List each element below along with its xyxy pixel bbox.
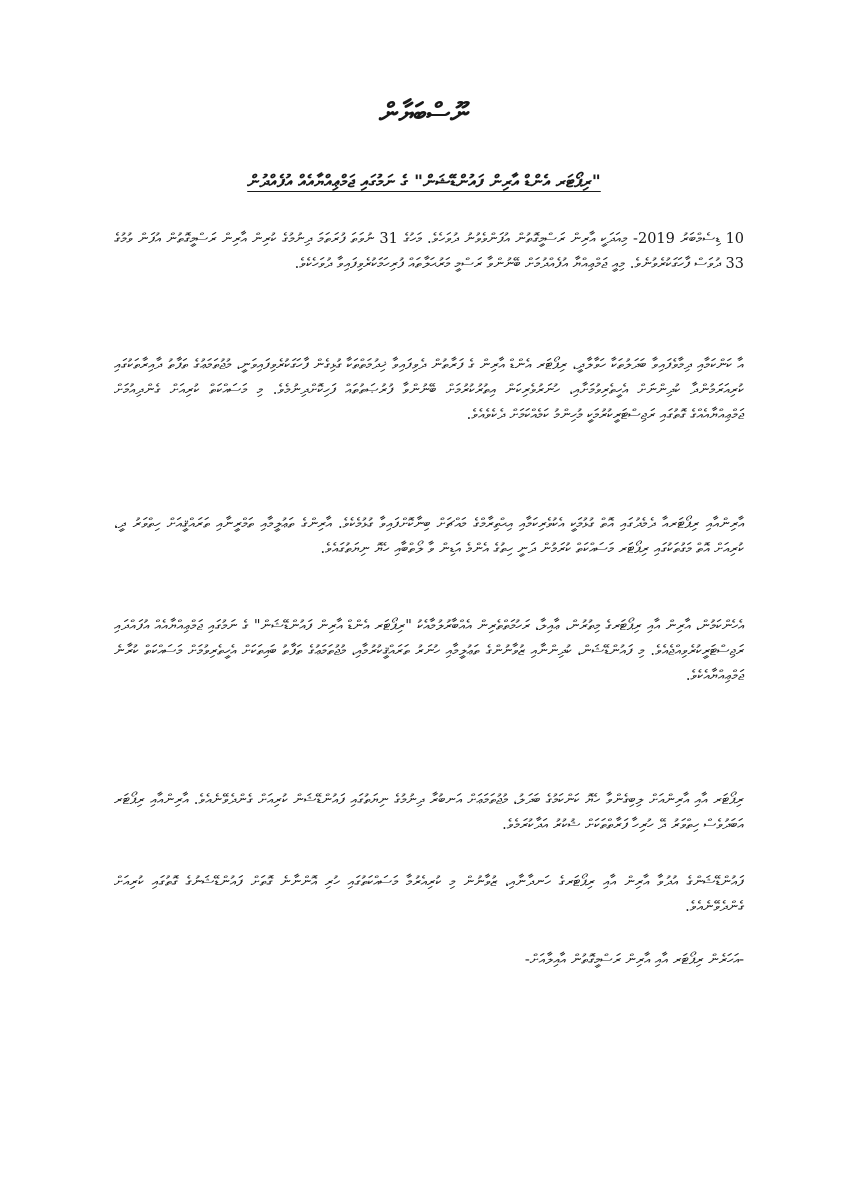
document-subtitle — [150, 170, 698, 194]
paragraph-5: ރިޕޯޓަރ އާއި އާރިންއަށް ލިބިގެންވާ ހެޔޮ ކަންކަމުގެ ބަދަލު، މުޖުތަމަޢަށް އަނބުރާ ދިނުމުގެ ނިޔަތުގައި ފައުންޑޭޝަން ކުރިއަށް ގެންދެވޭނެއެވެ. އާރިންއާއި ރިޕޯޓަރ އަބަދުވެސް ހިތްވަރު ދޭ ހުރިހާ ފަރާތްތަކަށް ޝުކުރު އަދާކުރަމެވެ. — [114, 791, 744, 833]
paragraph-1: 10 ޑިސެމްބަރު 2019- މިއަދަކީ އާރިން ރަސްމީގޮތުން އުފަންވެވުނު ދުވަހެވެ. މަހުގެ 31 ނުވަތަ ފުރަތަމަ ދިނުމުގެ ކުރިން އާރިން ރަސްމީގޮތުން އުފަން ވުމުގެ 33 ދުވަސް ފާހަގަކުރެވުނެވެ. މިއީ ޖަމްޢިއްޔާ އުފެއްދުމަށް ބޭނުންވާ ރަސްމީ މަރުޙަލާތައް ފުރިހަމަކުރެވިފައިވާ ދުވަހެކެވެ. — [114, 230, 745, 272]
page-title: ނޫސްބަޔާން — [379, 98, 469, 129]
paragraph-3: އާރިންއާއި ރިޕޯޓަރއާ ދެމެދުގައި އޮތް ގުޅުމަކީ އެކުވެރިކަމާއި އިޙްތިރާމްގެ މައްޗަށް ބިނާކޮށްފައިވާ ގުޅުމެކެވެ. އާރިންގެ ތަޢުލީމާއި ތަމްރީނާއި ތަރައްޤީއަށް ހިތްވަރު ދީ، ކުރިއަށް އޮތް މަގުތަކުގައި ރިޕޯޓަރ މަސައްކަތް ކުރަމުން ދަނީ ހިތުގެ އެންމެ އަޑިން ވާ ލޯތްބާއި ހެޔޮ ނިޔަތުގައެވެ. — [114, 515, 744, 557]
paragraph-4: އެހެންކަމުން، އާރިން އާއި ރިޕޯޓަރގެ މިތުރުން، ޢާއިލާ، ރަހުމަތްތެރިން އެއްބާރުލުމާއެކު "ރިޕޯޓަރ އެންޑް އާރިން ފައުންޑޭޝަން" ގެ ނަމުގައި ޖަމްޢިއްޔާއެއް އުފައްދައި ރަޖިސްޓަރީކުރެވިއްޖެއެވެ. މި ފައުންޑޭޝަން، ކުދިންނާއި ޒުވާނުންގެ ތަޢުލީމާއި ހުނަރު ތަރައްޤީކުރުމާއި، މުޖުތަމަޢުގެ ތަފާތު ބައިތަކަށް އެހީތެރިވުމަށް މަސައްކަތް ކުރާނެ ޖަމްޢިއްޔާއެކެވެ. — [114, 617, 744, 684]
subtitle-text: "ރިޕޯޓަރ އެންޑް އާރިން ފައުންޑޭޝަން" ގެ ނަމުގައި ޖަމްޢިއްޔާއެއް އުފެއްދުން — [247, 172, 601, 192]
closing-signature: -އަހަރެން ރިޕޯޓަރ އާއި އާރިން ރަސްމީގޮތުން އާއިލާއަށް- — [524, 951, 744, 968]
paragraph-2: އާ ކަންކަމާއި ދިމާވެފައިވާ ބަދަލުތަކާ ހަވާލާދީ، ރިޕޯޓަރ އެންޑް އާރިން ގެ ފަރާތުން ދެވިފައިވާ ޚިދުމަތްތަކާ ގުޅިގެން ފާހަގަކުރެވިފައިވަނީ، މުޖުތަމަޢުގެ ތަފާތު ދާއިރާތަކުގައި ކުރިއަރަމުންދާ ކުދިންނަށް އެހީތެރިވުމަށާއި، ހުނަރުވެރިކަން އިތުރުކުރުމަށް ބޭނުންވާ ފުރުޞަތުތައް ފަހިކޮށްދިނުމެވެ. މި މަސައްކަތް ކުރިއަށް ގެންދިއުމަށް ޖަމްޢިއްޔާއެއްގެ ގޮތުގައި ރަޖިސްޓަރީކުރުމަކީ މުހިންމު ކަމެއްކަމަށް ދެކެވެއެވެ. — [114, 356, 744, 423]
paragraph-6: ފައުންޑޭޝަންގެ އުދުވާ އާރިން އާއި ރިޕޯޓަރގެ ހަނދާނާއި، ޒުވާނުން މި ކުރިއެރުމާ މަސައްކަތުގައި ހުރި އޮންނާނެ ގޮތަށް ފައުންޑޭޝަނުގެ ގޮތުގައި ކުރިއަށް ގެންދެވޭނެއެވެ. — [114, 873, 744, 915]
